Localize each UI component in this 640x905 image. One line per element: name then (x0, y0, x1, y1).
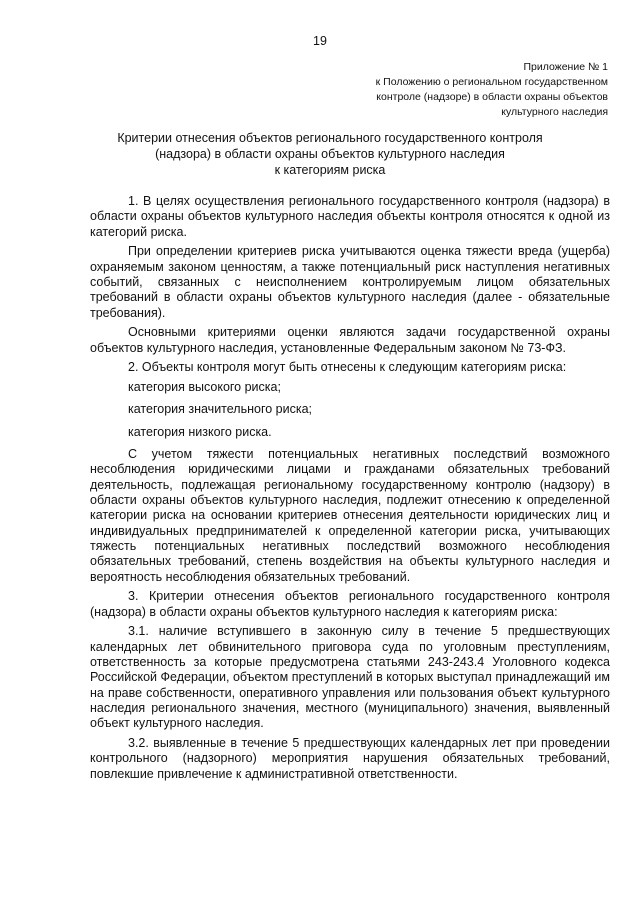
document-body (90, 194, 610, 786)
paragraph-4: 2. Объекты контроля могут быть отнесены к следующим категориям риска: (128, 360, 567, 375)
paragraph-5: С учетом тяжести потенциальных негативных последствий возможного несоблюдения юридическими лицами и гражданами обязательных требований деятельность, подлежащая региональному государственному контролю (надзору) в области охраны объектов культурного наследия, подлежит отнесению к определенной категории риска на основании критериев отнесения деятельности юридических лиц и индивидуальных предпринимателей к определенной категории риска, учитывающих тяжесть потенциальных негативных последствий возможного несоблюдения обязательных требований, степень воздействия на объекты культурного наследия и вероятность несоблюдения обязательных требований. (90, 447, 610, 584)
appendix-header (298, 60, 608, 120)
page-number: 19 (313, 34, 327, 48)
risk-category-significant: категория значительного риска; (128, 402, 313, 417)
appendix-line-4: культурного наследия (501, 106, 608, 118)
paragraph-3: Основными критериями оценки являются задачи государственной охраны объектов культурного наследия, установленные Федеральным законом № 73-ФЗ. (90, 325, 610, 355)
paragraph-1: 1. В целях осуществления регионального государственного контроля (надзора) в области охраны объектов культурного наследия объекты контроля относятся к одной из категорий риска. (90, 194, 610, 239)
paragraph-8: 3.2. выявленные в течение 5 предшествующих календарных лет при проведении контрольного (надзорного) мероприятия нарушения обязательных требований, повлекшие привлечение к административной ответственности. (90, 736, 610, 781)
title-line-3: к категориям риска (274, 163, 386, 177)
title-line-1: Критерии отнесения объектов регионального государственного контроля (117, 131, 543, 145)
risk-category-low: категория низкого риска. (128, 424, 272, 439)
appendix-line-3: контроле (надзоре) в области охраны объектов (376, 91, 608, 103)
document-title (60, 130, 600, 178)
risk-category-high: категория высокого риска; (128, 379, 281, 394)
paragraph-6: 3. Критерии отнесения объектов регионального государственного контроля (надзора) в области охраны объектов культурного наследия к категориям риска: (90, 589, 610, 619)
title-line-2: (надзора) в области охраны объектов культурного наследия (155, 147, 505, 161)
appendix-line-1: Приложение № 1 (523, 61, 608, 73)
appendix-line-2: к Положению о региональном государственном (375, 76, 608, 88)
paragraph-7: 3.1. наличие вступившего в законную силу в течение 5 предшествующих календарных лет обвинительного приговора суда по уголовным преступлениям, ответственность за которые предусмотрена статьями 243-243.4 Уголовного кодекса Российской Федерации, объектом преступлений в которых выступал принадлежащий им на праве собственности, оперативного управления или пользования объект культурного наследия регионального значения, местного (муниципального) значения, выявленный объект культурного наследия. (90, 624, 610, 731)
paragraph-2: При определении критериев риска учитываются оценка тяжести вреда (ущерба) охраняемым законом ценностям, а также потенциальный риск наступления негативных событий, связанных с неисполнением контролируемым лицом обязательных требований в области охраны объектов культурного наследия (далее - обязательные требования). (90, 244, 610, 320)
